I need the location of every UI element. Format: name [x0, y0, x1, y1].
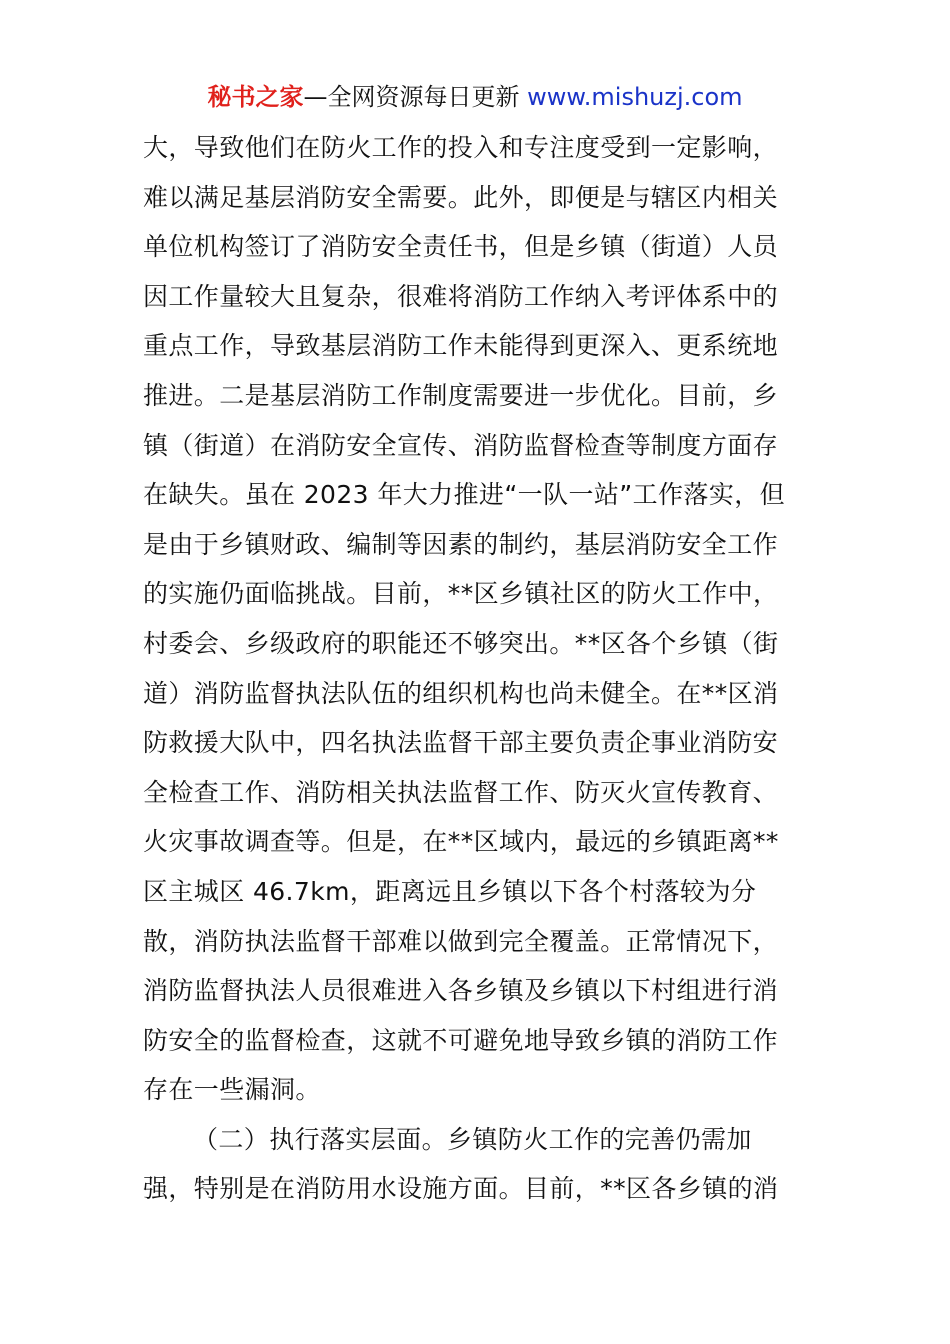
- text-line: 在缺失。虽在 2023 年大力推进“一队一站”工作落实，但: [143, 480, 786, 510]
- text-line: 重点工作，导致基层消防工作未能得到更深入、更系统地: [143, 331, 779, 361]
- page-header: [0, 80, 950, 114]
- text-line: 火灾事故调查等。但是，在**区域内，最远的乡镇距离**: [143, 827, 779, 857]
- text-line: 防安全的监督检查，这就不可避免地导致乡镇的消防工作: [143, 1025, 779, 1055]
- text-line: 区主城区 46.7km，距离远且乡镇以下各个村落较为分: [143, 876, 757, 906]
- text-line: 镇（街道）在消防安全宣传、消防监督检查等制度方面存: [143, 430, 779, 460]
- text-line: 道）消防监督执法队伍的组织机构也尚未健全。在**区消: [143, 678, 779, 708]
- text-line: 全检查工作、消防相关执法监督工作、防灭火宣传教育、: [143, 777, 779, 807]
- text-line: 的实施仍面临挑战。目前，**区乡镇社区的防火工作中，: [143, 579, 779, 609]
- text-line: 推进。二是基层消防工作制度需要进一步优化。目前，乡: [143, 380, 779, 410]
- document-body: [143, 123, 823, 1214]
- text-line: 大，导致他们在防火工作的投入和专注度受到一定影响，: [143, 133, 779, 162]
- text-line: 防救援大队中，四名执法监督干部主要负责企事业消防安: [143, 728, 779, 758]
- text-line: 难以满足基层消防安全需要。此外，即便是与辖区内相关: [143, 182, 779, 212]
- text-line: 强，特别是在消防用水设施方面。目前，**区各乡镇的消: [143, 1174, 779, 1204]
- section-heading-line: （二）执行落实层面。乡镇防火工作的完善仍需加: [193, 1124, 752, 1154]
- text-line: 消防监督执法人员很难进入各乡镇及乡镇以下村组进行消: [143, 976, 779, 1006]
- text-line: 因工作量较大且复杂，很难将消防工作纳入考评体系中的: [143, 281, 779, 311]
- website-link[interactable]: www.mishuzj.com: [527, 83, 743, 111]
- brand-name: 秘书之家: [207, 83, 304, 111]
- text-line: 村委会、乡级政府的职能还不够突出。**区各个乡镇（街: [143, 628, 779, 658]
- header-tagline: —全网资源每日更新: [303, 83, 528, 111]
- text-line: 是由于乡镇财政、编制等因素的制约，基层消防安全工作: [143, 529, 779, 559]
- text-line: 单位机构签订了消防安全责任书，但是乡镇（街道）人员: [143, 232, 779, 262]
- text-line: 存在一些漏洞。: [143, 1075, 321, 1105]
- text-line: 散，消防执法监督干部难以做到完全覆盖。正常情况下，: [143, 926, 779, 956]
